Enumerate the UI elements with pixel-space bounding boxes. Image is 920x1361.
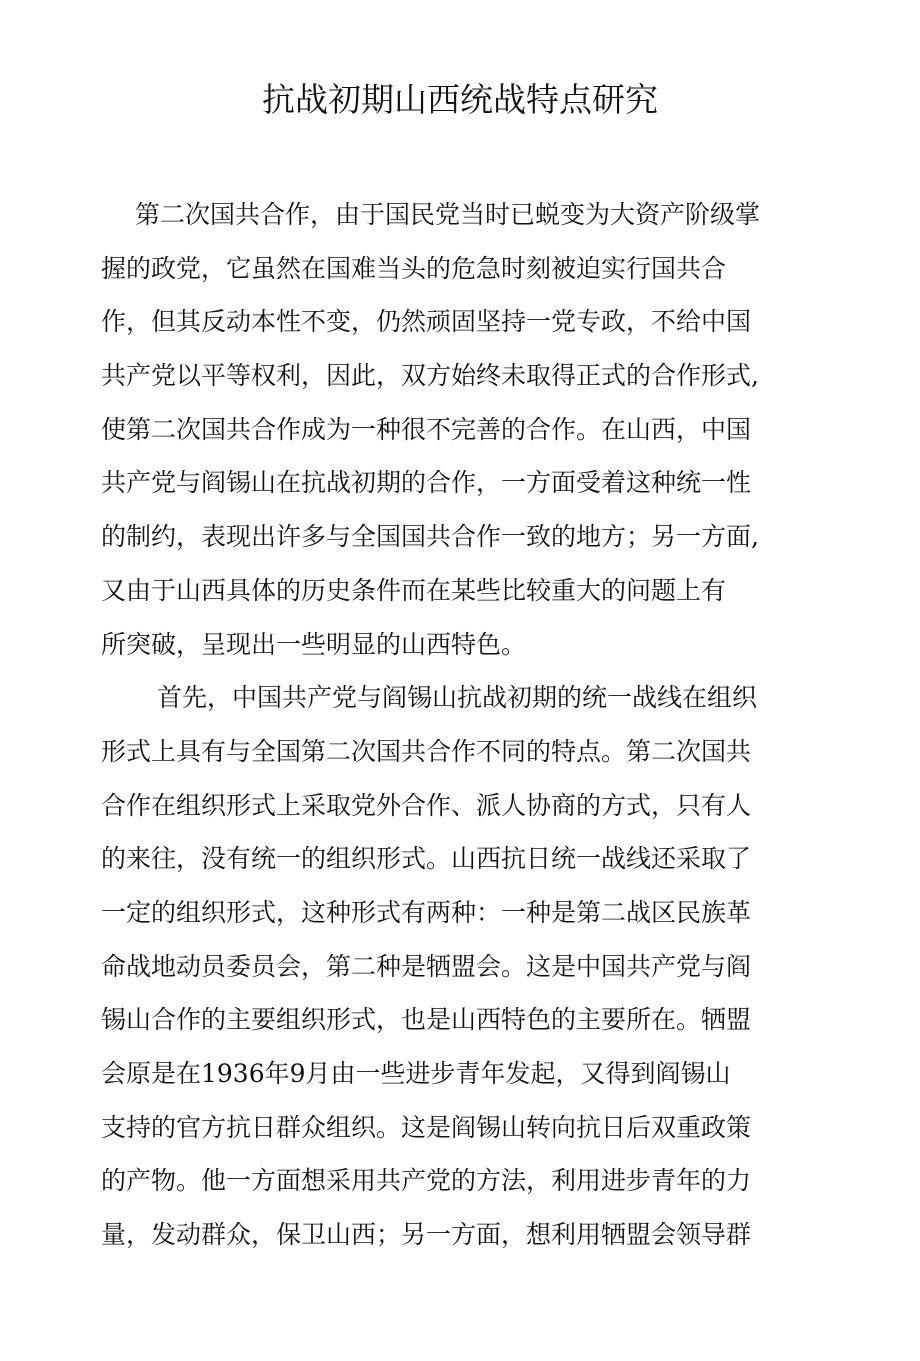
text-line: 一定的组织形式，这种形式有两种：一种是第二战区民族革 [101,897,752,927]
text-line: 合作在组织形式上采取党外合作、派人协商的方式，只有人 [101,790,752,820]
text-line: 又由于山西具体的历史条件而在某些比较重大的问题上有 [101,575,727,605]
text-line: 形式上具有与全国第二次国共合作不同的特点。第二次国共 [101,736,752,766]
text-line: 首先，中国共产党与阎锡山抗战初期的统一战线在组织 [157,683,758,713]
text-line: 的制约，表现出许多与全国国共合作一致的地方；另一方面, [101,522,759,552]
document-title: 抗战初期山西统战特点研究 [262,80,658,119]
text-line: 共产党与阎锡山在抗战初期的合作，一方面受着这种统一性 [101,468,752,498]
text-line: 所突破，呈现出一些明显的山西特色。 [101,629,527,659]
text-line: 支持的官方抗日群众组织。这是阎锡山转向抗日后双重政策 [101,1112,752,1142]
document-body [101,188,791,1262]
text-line: 使第二次国共合作成为一种很不完善的合作。在山西，中国 [101,414,752,444]
text-line: 的产物。他一方面想采用共产党的方法，利用进步青年的力 [101,1166,752,1196]
text-line: 的来往，没有统一的组织形式。山西抗日统一战线还采取了 [101,844,752,874]
text-line: 作，但其反动本性不变，仍然顽固坚持一党专政，不给中国 [101,307,752,337]
text-line: 量，发动群众，保卫山西；另一方面，想利用牺盟会领导群 [101,1220,752,1250]
text-line: 第二次国共合作，由于国民党当时已蜕变为大资产阶级掌 [135,200,761,229]
text-line: 锡山合作的主要组织形式，也是山西特色的主要所在。牺盟 [101,1005,752,1035]
text-line: 握的政党，它虽然在国难当头的危急时刻被迫实行国共合 [101,253,727,283]
text-line: 命战地动员委员会，第二种是牺盟会。这是中国共产党与阎 [101,951,752,981]
text-line: 会原是在1936年9月由一些进步青年发起，又得到阎锡山 [101,1059,731,1088]
text-line: 共产党以平等权利，因此，双方始终未取得正式的合作形式, [101,361,759,391]
